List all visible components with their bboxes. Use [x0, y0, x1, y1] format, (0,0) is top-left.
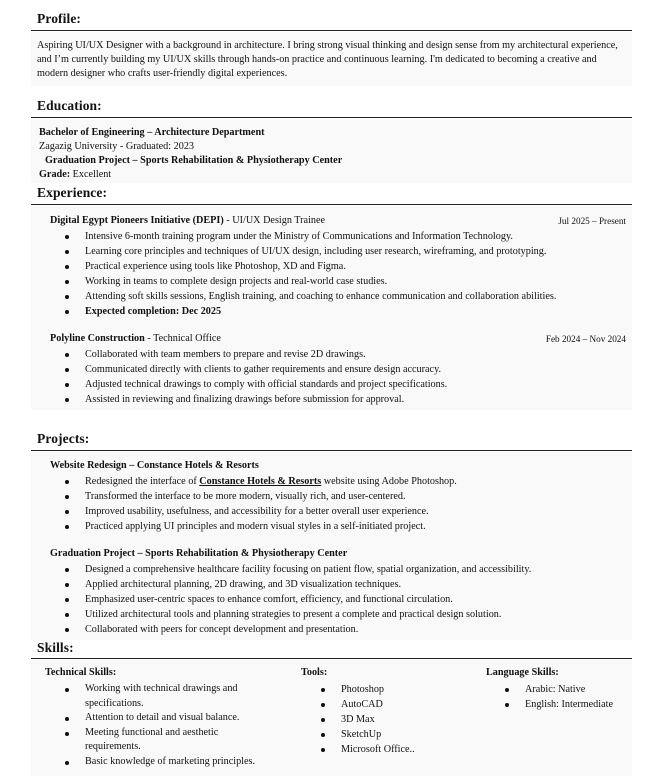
project-title: Graduation Project – Sports Rehabilitation & Physiotherapy Center — [50, 548, 348, 559]
graduation-project-line: Graduation Project – Sports Rehabilitation & Physiotherapy Center — [45, 155, 343, 166]
job-org: Polyline Construction — [50, 333, 145, 344]
list-item: Collaborated with peers for concept development and presentation. — [62, 622, 531, 637]
bullet-text: website using Adobe Photoshop. — [321, 476, 457, 487]
projects-heading: Projects: — [37, 431, 90, 446]
job-role: - Technical Office — [144, 333, 221, 344]
tools-list — [318, 682, 415, 757]
list-item: Transformed the interface to be more modern, visually rich, and user-centered. — [62, 489, 457, 504]
language-skills-title: Language Skills: — [486, 667, 559, 678]
list-item: Utilized architectural tools and planning strategies to present a complete and practical design solution. — [62, 607, 531, 622]
project-title: Website Redesign – Constance Hotels & Resorts — [50, 460, 259, 471]
job-bullets — [62, 229, 556, 319]
bullet-text: Redesigned the interface of — [85, 476, 200, 487]
list-item: Emphasized user-centric spaces to enhance comfort, efficiency, and functional circulation. — [62, 592, 531, 607]
grade-label: Grade: — [39, 169, 71, 180]
list-item: Applied architectural planning, 2D drawing, and 3D visualization techniques. — [62, 577, 531, 592]
list-item: Collaborated with team members to prepare and revise 2D drawings. — [62, 347, 447, 362]
list-item: 3D Max — [318, 712, 415, 727]
list-item: Assisted in reviewing and finalizing drawings before submission for approval. — [62, 392, 447, 407]
section-divider — [31, 450, 632, 451]
section-divider — [31, 30, 632, 31]
list-item: Communicated directly with clients to gather requirements and ensure design accuracy. — [62, 362, 447, 377]
list-item: Attention to detail and visual balance. — [62, 711, 262, 726]
degree-title: Bachelor of Engineering – Architecture Department — [39, 127, 265, 138]
list-item: Designed a comprehensive healthcare facility focusing on patient flow, spatial organization, and accessibility. — [62, 562, 531, 577]
list-item: Working with technical drawings and specifications. — [62, 682, 262, 711]
technical-skills-title: Technical Skills: — [45, 667, 117, 678]
language-skills-list — [502, 682, 613, 712]
grade-value: Excellent — [72, 169, 112, 180]
experience-heading: Experience: — [37, 185, 108, 200]
skills-heading: Skills: — [37, 640, 74, 655]
list-item: SketchUp — [318, 727, 415, 742]
list-item: Learning core principles and techniques of UI/UX design, including user research, wireframing, and prototyping. — [62, 244, 556, 259]
section-divider — [31, 658, 632, 659]
job-bullets — [62, 347, 447, 407]
job-role: - UI/UX Design Trainee — [223, 215, 326, 226]
list-item: Meeting functional and aesthetic requirements. — [62, 726, 262, 755]
project-bullets — [62, 474, 457, 534]
list-item: Working in teams to complete design projects and real-world case studies. — [62, 274, 556, 289]
list-item: Arabic: Native — [502, 682, 613, 697]
job-dates: Jul 2025 – Present — [558, 216, 626, 226]
list-item: Adjusted technical drawings to comply with official standards and project specifications. — [62, 377, 447, 392]
list-item: Practiced applying UI principles and modern visual styles in a self-initiated project. — [62, 519, 457, 534]
list-item: English: Intermediate — [502, 697, 613, 712]
job-header — [50, 332, 221, 346]
list-item: Improved usability, usefulness, and accessibility for a better overall user experience. — [62, 504, 457, 519]
constance-hotels-link[interactable]: Constance Hotels & Resorts — [199, 476, 322, 487]
project-bullets — [62, 562, 531, 637]
list-item: Intensive 6-month training program under the Ministry of Communications and Information Technology. — [62, 229, 556, 244]
grade-line — [39, 168, 111, 182]
list-item: Attending soft skills sessions, English training, and coaching to enhance communication and collaboration abilities. — [62, 289, 556, 304]
list-item: AutoCAD — [318, 697, 415, 712]
job-header — [50, 214, 325, 228]
technical-skills-list — [62, 682, 262, 769]
tools-title: Tools: — [301, 667, 328, 678]
university-line: Zagazig University - Graduated: 2023 — [39, 141, 195, 152]
profile-heading: Profile: — [37, 11, 82, 26]
list-item: Expected completion: Dec 2025 — [62, 304, 556, 319]
job-dates: Feb 2024 – Nov 2024 — [545, 334, 626, 344]
profile-summary: Aspiring UI/UX Designer with a background in architecture. I bring strong visual thinking and design sense from my architectural experience, and I’m currently building my UI/UX skills through hands-on practice and continuous learning. I'm dedicated to becoming a creative and modern designer who crafts user-friendly digital experiences. — [37, 40, 618, 79]
job-org: Digital Egypt Pioneers Initiative (DEPI) — [50, 215, 224, 226]
list-item: Photoshop — [318, 682, 415, 697]
list-item: Microsoft Office.. — [318, 742, 415, 757]
list-item: Basic knowledge of marketing principles. — [62, 755, 262, 770]
section-divider — [31, 117, 632, 118]
list-item — [62, 474, 457, 489]
education-heading: Education: — [37, 98, 102, 113]
list-item: Practical experience using tools like Photoshop, XD and Figma. — [62, 259, 556, 274]
section-divider — [31, 204, 632, 205]
